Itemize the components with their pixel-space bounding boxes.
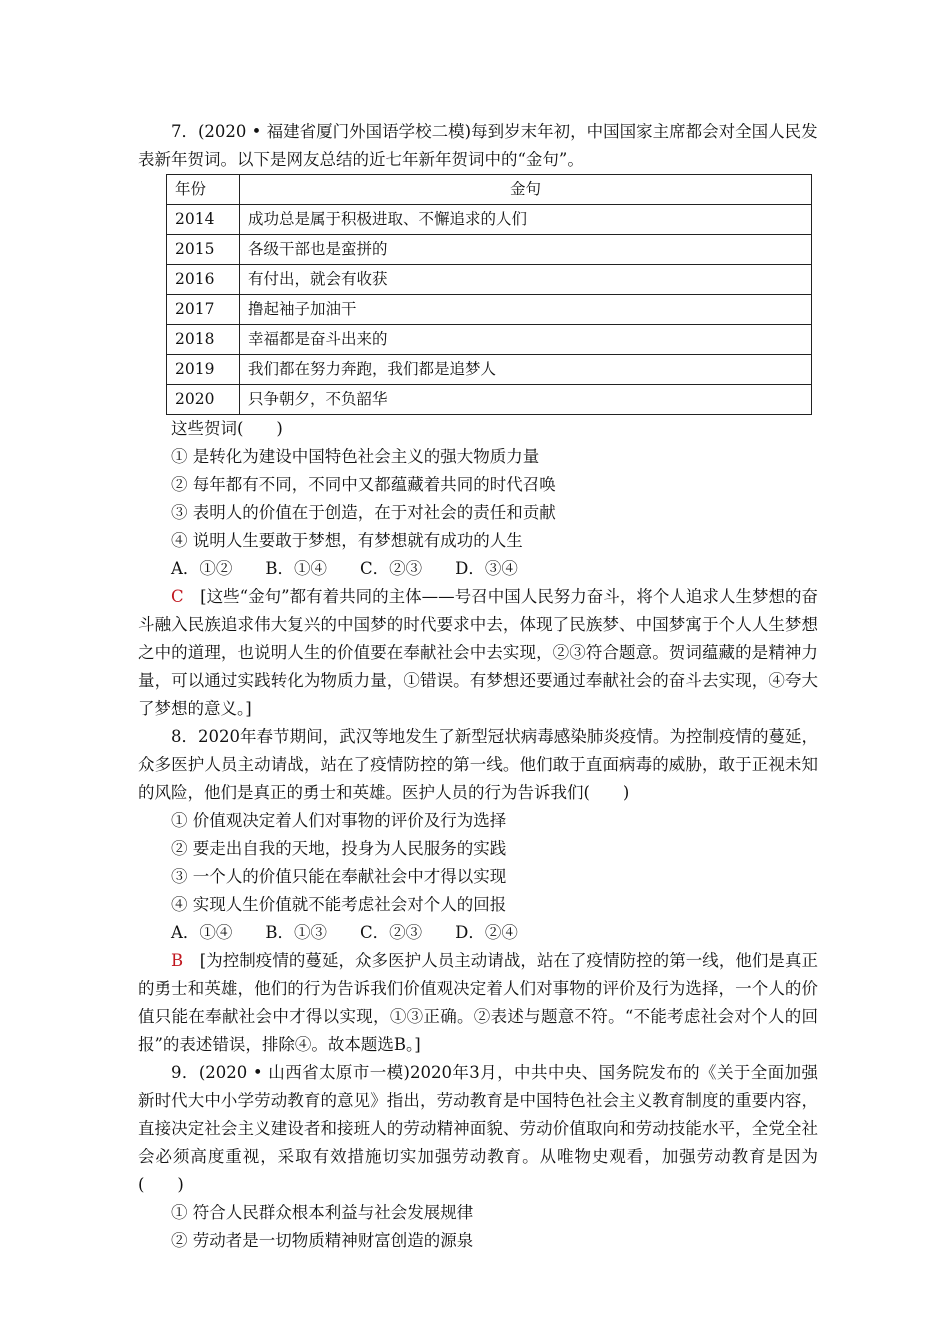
table-cell-year: 2020: [167, 385, 240, 415]
q7-option-2: ② 每年都有不同，不同中又都蕴藏着共同的时代召唤: [171, 475, 556, 494]
q7-option-1: ① 是转化为建设中国特色社会主义的强大物质力量: [171, 447, 540, 466]
q7-stem-line2: 表新年贺词。以下是网友总结的近七年新年贺词中的“金句”。: [138, 150, 584, 169]
q7-answer-letter: C: [171, 587, 184, 606]
table-cell-sentence: 我们都在努力奔跑，我们都是追梦人: [240, 355, 812, 385]
q8-option-2: ② 要走出自我的天地，投身为人民服务的实践: [171, 839, 507, 858]
table-row: [167, 265, 812, 295]
table-row: [167, 355, 812, 385]
table-cell-year: 2017: [167, 295, 240, 325]
q8-option-3: ③ 一个人的价值只能在奉献社会中才得以实现: [171, 867, 507, 886]
table-cell-sentence: 有付出，就会有收获: [240, 265, 812, 295]
table-cell-sentence: 撸起袖子加油干: [240, 295, 812, 325]
table-row: [167, 235, 812, 265]
question-7: [138, 118, 818, 723]
table-row: [167, 325, 812, 355]
golden-sentence-table: [166, 174, 812, 415]
table-cell-sentence: 幸福都是奋斗出来的: [240, 325, 812, 355]
table-cell-year: 2018: [167, 325, 240, 355]
q8-answer-letter: B: [171, 951, 184, 970]
q9-option-1: ① 符合人民群众根本利益与社会发展规律: [171, 1203, 474, 1222]
table-row: [167, 385, 812, 415]
table-cell-sentence: 各级干部也是蛮拼的: [240, 235, 812, 265]
q8-answer: [138, 947, 818, 1059]
table-header-sentence: 金句: [240, 175, 812, 205]
q7-option-3: ③ 表明人的价值在于创造，在于对社会的责任和贡献: [171, 503, 556, 522]
table-cell-sentence: 成功总是属于积极进取、不懈追求的人们: [240, 205, 812, 235]
question-9: [138, 1059, 818, 1255]
table-cell-year: 2014: [167, 205, 240, 235]
question-8: [138, 723, 818, 1059]
table-row: [167, 205, 812, 235]
q7-answer: [138, 583, 818, 723]
table-header-year: 年份: [167, 175, 240, 205]
q8-choices: A．①④ B．①③ C．②③ D．②④: [171, 923, 518, 942]
table-cell-year: 2016: [167, 265, 240, 295]
table-cell-sentence: 只争朝夕，不负韶华: [240, 385, 812, 415]
q8-option-1: ① 价值观决定着人们对事物的评价及行为选择: [171, 811, 507, 830]
exam-page: [138, 118, 818, 1255]
q7-choices: A．①② B．①④ C．②③ D．③④: [171, 559, 518, 578]
q7-stem-line1: 7．(2020 • 福建省厦门外国语学校二模)每到岁末年初，中国国家主席都会对全国人民发: [171, 122, 818, 141]
table-header-row: [167, 175, 812, 205]
q7-option-4: ④ 说明人生要敢于梦想，有梦想就有成功的人生: [171, 531, 523, 550]
table-cell-year: 2019: [167, 355, 240, 385]
q8-explanation: [为控制疫情的蔓延，众多医护人员主动请战，站在了疫情防控的第一线，他们是真正的勇士和英雄，他们的行为告诉我们价值观决定着人们对事物的评价及行为选择，一个人的价值只能在奉献社会中才得以实现，①③正确。②表述与题意不符。“不能考虑社会对个人的回报”的表述错误，排除④。故本题选B。]: [138, 951, 819, 1054]
table-row: [167, 295, 812, 325]
q7-question: 这些贺词( ): [171, 419, 283, 438]
q8-option-4: ④ 实现人生价值就不能考虑社会对个人的回报: [171, 895, 507, 914]
q9-stem: 9．(2020 • 山西省太原市一模)2020年3月，中共中央、国务院发布的《关于全面加强新时代大中小学劳动教育的意见》指出，劳动教育是中国特色社会主义教育制度的重要内容，直接决定社会主义建设者和接班人的劳动精神面貌、劳动价值取向和劳动技能水平，全党全社会必须高度重视，采取有效措施切实加强劳动教育。从唯物史观看，加强劳动教育是因为( ): [138, 1063, 818, 1194]
q8-stem: 8．2020年春节期间，武汉等地发生了新型冠状病毒感染肺炎疫情。为控制疫情的蔓延，众多医护人员主动请战，站在了疫情防控的第一线。他们敢于直面病毒的威胁，敢于正视未知的风险，他们是真正的勇士和英雄。医护人员的行为告诉我们( ): [138, 727, 818, 802]
q9-option-2: ② 劳动者是一切物质精神财富创造的源泉: [171, 1231, 474, 1250]
table-cell-year: 2015: [167, 235, 240, 265]
q7-explanation: [这些“金句”都有着共同的主体——号召中国人民努力奋斗，将个人追求人生梦想的奋斗融入民族追求伟大复兴的中国梦的时代要求中去，体现了民族梦、中国梦寓于个人人生梦想之中的道理，也说明人生的价值要在奉献社会中去实现，②③符合题意。贺词蕴藏的是精神力量，可以通过实践转化为物质力量，①错误。有梦想还要通过奉献社会的奋斗去实现，④夸大了梦想的意义。]: [138, 587, 818, 718]
